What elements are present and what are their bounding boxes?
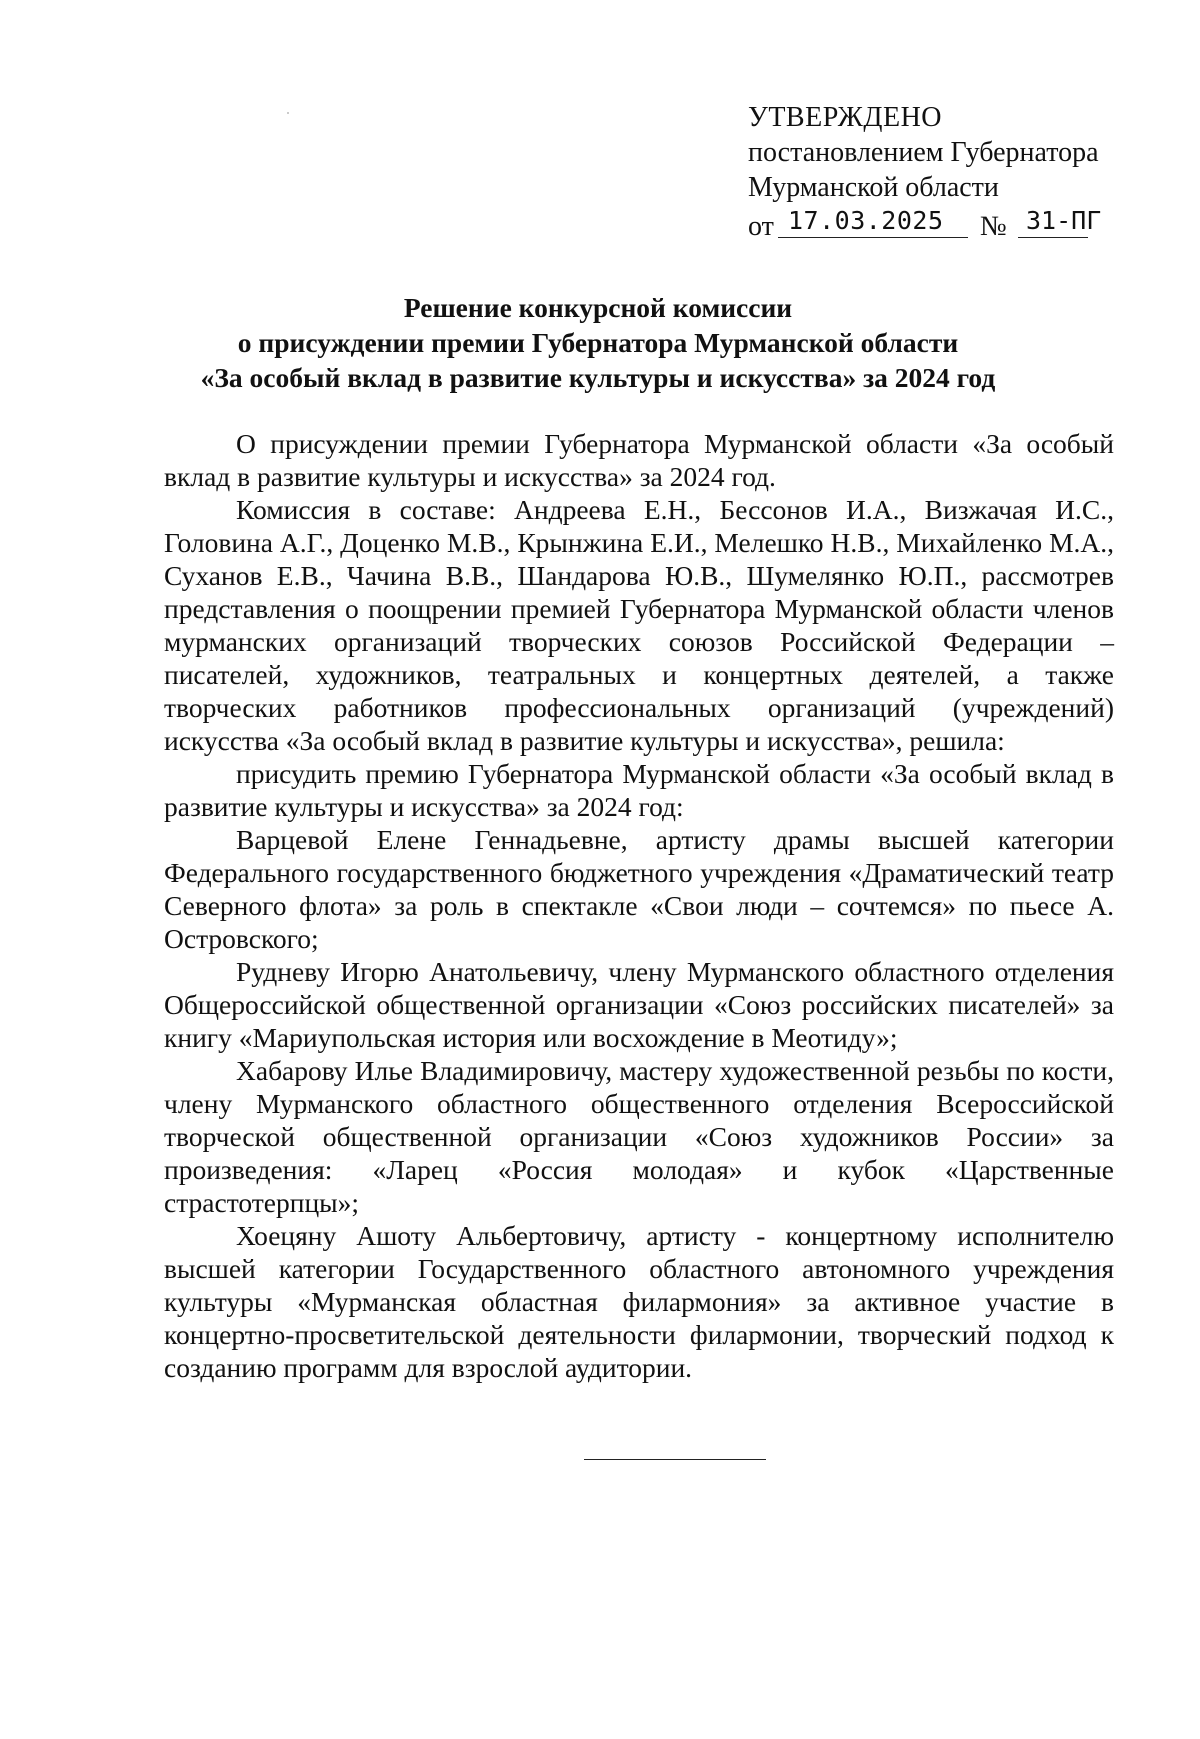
approval-line-region: Мурманской области <box>748 172 999 203</box>
paragraph-decision: присудить премию Губернатора Мурманской области «За особый вклад в развитие культуры и искусства» за 2024 год: <box>164 758 1114 822</box>
decree-number: 31-ПГ <box>1026 206 1102 235</box>
date-field <box>778 205 968 238</box>
approval-block <box>748 100 1102 243</box>
paragraph-laureate-vartseva: Варцевой Елене Геннадьевне, артисту драмы высшей категории Федерального государственного бюджетного учреждения «Драматический театр Северного флота» за роль в спектакле «Свои люди – сочтемся» по пьесе А. Островского; <box>164 824 1114 954</box>
approval-title: УТВЕРЖДЕНО <box>748 102 943 133</box>
paragraph-laureate-khabarov: Хабарову Илье Владимировичу, мастеру художественной резьбы по кости, члену Мурманского областного общественного отделения Всероссийской творческой общественной организации «Союз художников России» за произведения: «Ларец «Россия молодая» и кубок «Царственные страстотерпцы»; <box>164 1055 1114 1218</box>
document-heading <box>130 290 1066 395</box>
heading-line-2: о присуждении премии Губернатора Мурманской области <box>237 327 959 358</box>
heading-line-1: Решение конкурсной комиссии <box>403 292 793 323</box>
paragraph-laureate-khoetsyan: Хоецяну Ашоту Альбертовичу, артисту - концертному исполнителю высшей категории Государственного областного автономного учреждения культуры «Мурманская областная филармония» за активное участие в концертно-просветительской деятельности филармонии, творческий подход к созданию программ для взрослой аудитории. <box>164 1220 1114 1383</box>
number-sign: № <box>980 211 1007 242</box>
paragraph-subject: О присуждении премии Губернатора Мурманской области «За особый вклад в развитие культуры и искусства» за 2024 год. <box>164 428 1114 492</box>
paragraph-commission: Комиссия в составе: Андреева Е.Н., Бессонов И.А., Визжачая И.С., Головина А.Г., Доценко М.В., Крынжина Е.И., Мелешко Н.В., Михайленко М.А., Суханов Е.В., Чачина В.В., Шандарова Ю.В., Шумелянко Ю.П., рассмотрев представления о поощрении премией Губернатора Мурманской области членов мурманских организаций творческих союзов Российской Федерации – писателей, художников, театральных и концертных деятелей, а также творческих работников профессиональных организаций (учреждений) искусства «За особый вклад в развитие культуры и искусства», решила: <box>164 494 1114 756</box>
decree-date: 17.03.2025 <box>788 206 944 235</box>
approval-line-decree: постановлением Губернатора <box>748 137 1099 168</box>
number-field <box>1018 205 1102 238</box>
paragraph-laureate-rudnev: Рудневу Игорю Анатольевичу, члену Мурманского областного отделения Общероссийской общественной организации «Союз российских писателей» за книгу «Мариупольская история или восхождение в Меотиду»; <box>164 956 1114 1053</box>
end-of-document-line <box>584 1459 766 1460</box>
heading-line-3: «За особый вклад в развитие культуры и искусства» за 2024 год <box>200 362 996 393</box>
document-body <box>164 427 1114 1384</box>
scan-speck <box>287 112 289 114</box>
date-prefix: от <box>748 211 774 242</box>
approval-date-number-row <box>748 205 1102 243</box>
